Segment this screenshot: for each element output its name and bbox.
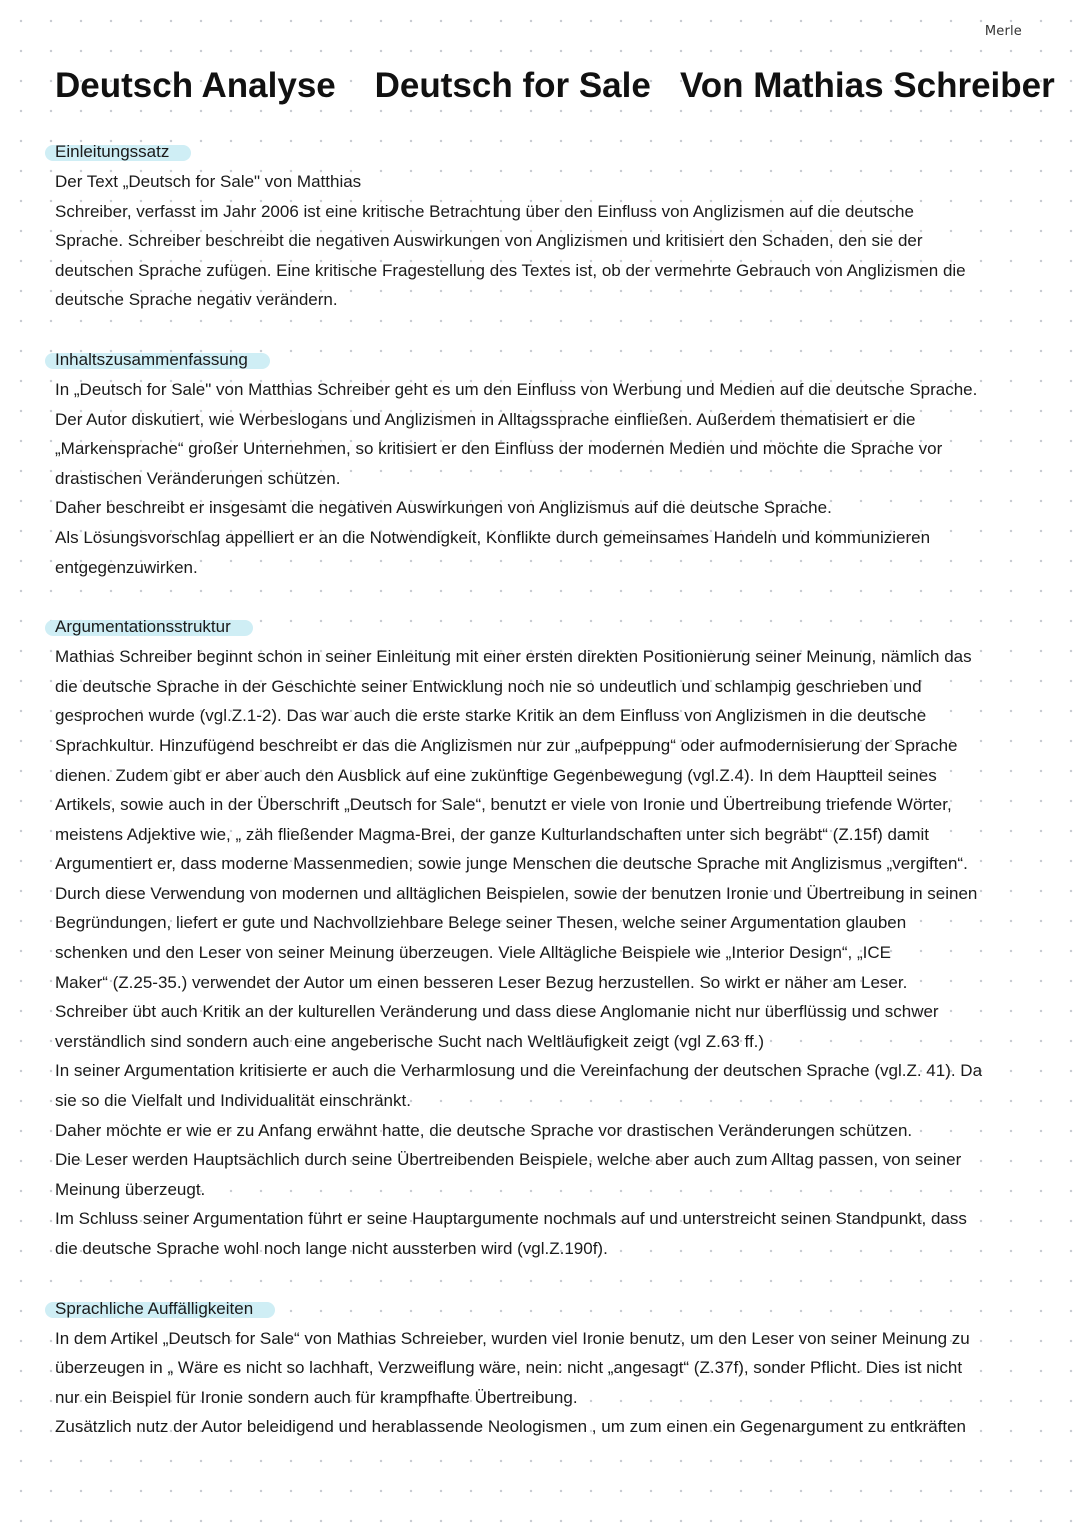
paragraph: Im Schluss seiner Argumentation führt er seine Hauptargumente nochmals auf und unterstreicht seinen Standpunkt, dass die deutsche Sprache wohl noch lange nicht aussterben wird (vgl.Z.190f). (55, 1209, 967, 1258)
section-argumentationsstruktur (55, 612, 1050, 1263)
paragraph: Zusätzlich nutz der Autor beleidigend und herablassende Neologismen , um zum einen ein Gegenargument zu entkräften (55, 1417, 967, 1437)
paragraph: Daher beschreibt er insgesamt die negativen Auswirkungen von Anglizismus auf die deutsche Sprache. (55, 498, 832, 518)
paragraph: In seiner Argumentation kritisierte er auch die Verharmlosung und die Vereinfachung der deutschen Sprache (vgl.Z. 41). Da sie so die Vielfalt und Individualität einschränkt. (55, 1061, 983, 1111)
section-heading: Argumentationsstruktur (55, 612, 239, 642)
section-inhaltszusammenfassung (55, 345, 1050, 582)
author-tag: Merle (984, 24, 1022, 39)
page-title: Deutsch Analyse Deutsch for Sale Von Mathias Schreiber (55, 66, 1055, 105)
section-heading: Einleitungssatz (55, 137, 177, 167)
document-body (55, 137, 1050, 1442)
paragraph: In dem Artikel „Deutsch for Sale“ von Mathias Schreieber, wurden viel Ironie benutz, um den Leser von seiner Meinung zu überzeugen in „ Wäre es nicht so lachhaft, Verzweiflung wäre, nein: nicht „angesagt“ (Z.37f), sonder Pflicht. Dies ist nicht nur ein Beispiel für Ironie sondern auch für krampfhafte Übertreibung. (55, 1328, 970, 1407)
section-einleitungssatz (55, 137, 1050, 315)
paragraph: Mathias Schreiber beginnt schon in seiner Einleitung mit einer ersten direkten Positionierung seiner Meinung, nämlich das die deutsche Sprache in der Geschichte seiner Entwicklung noch nie so undeutlich und schlampig geschrieben und gesprochen wurde (vgl.Z.1-2). Das war auch die erste starke Kritik an dem Einfluss von Anglizismen in die deutsche Sprachkultur. Hinzufügend beschreibt er das die Anglizismen nur zur „aufpeppung“ oder aufmodernisierung der Sprache dienen. Zudem gibt er aber auch den Ausblick auf eine zukünftige Gegenbewegung (vgl.Z.4). In dem Hauptteil seines Artikels, sowie auch in der Überschrift „Deutsch for Sale“, benutzt er viele von Ironie und Übertreibung triefende Wörter, meistens Adjektive wie, „ zäh fließender Magma-Brei, der ganze Kulturlandschaften unter sich begräbt“ (Z.15f) damit Argumentiert er, dass moderne Massenmedien, sowie junge Menschen die deutsche Sprache mit Anglizismus „vergiften“. Durch diese Verwendung von modernen und alltäglichen Beispielen, sowie der benutzen Ironie und Übertreibung in seinen Begründungen, liefert er gute und Nachvollziehbare Belege seiner Thesen, welche seiner Argumentation glauben schenken und den Leser von seiner Meinung überzeugen. Viele Alltägliche Beispiele wie „Interior Design“, „ICE Maker“ (Z.25-35.) verwendet der Autor um einen besseren Leser Bezug herzustellen. So wirkt er näher am Leser. Schreiber übt auch Kritik an der kulturellen Veränderung und dass diese Anglomanie nicht nur überflüssig und schwer verständlich sind sondern auch eine angeberische Sucht nach Weltläufigkeit zeigt (vgl Z.63 ff.) (55, 647, 978, 1051)
section-heading: Sprachliche Auffälligkeiten (55, 1294, 261, 1324)
paragraph: Als Lösungsvorschlag appelliert er an die Notwendigkeit, Konflikte durch gemeinsames Handeln und kommunizieren entgegenzuwirken. (55, 527, 931, 577)
paragraph: In „Deutsch for Sale" von Matthias Schreiber geht es um den Einfluss von Werbung und Medien auf die deutsche Sprache. Der Autor diskutiert, wie Werbeslogans und Anglizismen in Alltagssprache einfließen. Außerdem thematisiert er die „Markensprache“ großer Unternehmen, so kritisiert er den Einfluss der modernen Medien und möchte die Sprache vor drastischen Veränderungen schützen. (55, 379, 978, 488)
paragraph: Der Text „Deutsch for Sale" von Matthias Schreiber, verfasst im Jahr 2006 ist eine kritische Betrachtung über den Einfluss von Anglizismen auf die deutsche Sprache. Schreiber beschreibt die negativen Auswirkungen von Anglizismen und kritisiert den Schaden, den sie der deutschen Sprache zufügen. Eine kritische Fragestellung des Textes ist, ob der vermehrte Gebrauch von Anglizismen die deutsche Sprache negativ verändern. (55, 172, 966, 310)
paragraph: Die Leser werden Hauptsächlich durch seine Übertreibenden Beispiele, welche aber auch zum Alltag passen, von seiner Meinung überzeugt. (55, 1150, 962, 1199)
section-heading: Inhaltszusammenfassung (55, 345, 256, 375)
section-sprachliche-auffaelligkeiten (55, 1294, 1050, 1442)
paragraph: Daher möchte er wie er zu Anfang erwähnt hatte, die deutsche Sprache vor drastischen Veränderungen schützen. (55, 1120, 913, 1140)
